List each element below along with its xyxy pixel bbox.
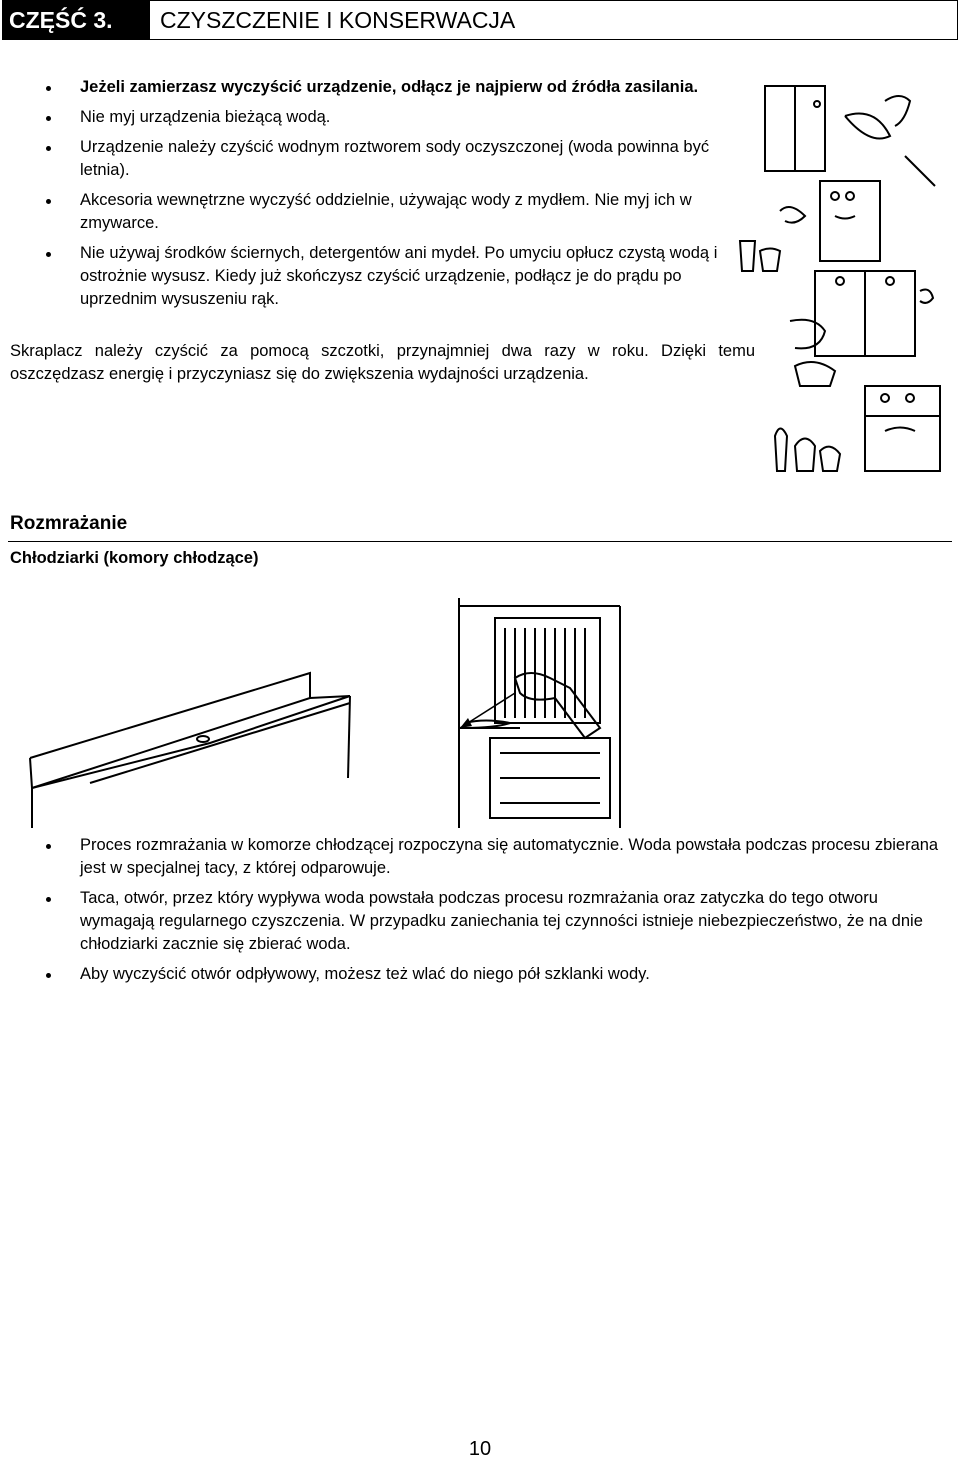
defrost-illustration	[10, 578, 655, 828]
section-number: CZĘŚĆ 3.	[3, 1, 150, 39]
list-item: Proces rozmrażania w komorze chłodzącej rozpoczyna się automatycznie. Woda powstała podczas procesu zbierana jest w specjalnej tacy, z której odparowuje.	[10, 834, 952, 880]
list-item: Taca, otwór, przez który wypływa woda powstała podczas procesu rozmrażania oraz zatyczka do tego otworu wymagają regularnego czyszczenia. W przypadku zaniechania tej czynności istnieje niebezpieczeństwo, że na dnie chłodziarki zacznie się zbierać woda.	[10, 887, 952, 956]
list-item: Aby wyczyścić otwór odpływowy, możesz też wlać do niego pół szklanki wody.	[10, 963, 952, 986]
divider	[8, 541, 952, 542]
defrost-list	[10, 834, 952, 993]
condenser-paragraph: Skraplacz należy czyścić za pomocą szczotki, przynajmniej dwa razy w roku. Dzięki temu oszczędzasz energię i przyczyniasz się do zwiększenia wydajności urządzenia.	[10, 342, 755, 383]
cleaning-illustration	[735, 76, 945, 476]
list-item: Akcesoria wewnętrzne wyczyść oddzielnie, używając wody z mydłem. Nie myj ich w zmywarce.	[10, 189, 725, 235]
page-number: 10	[468, 1438, 492, 1460]
defrost-subheading: Chłodziarki (komory chłodzące)	[10, 549, 259, 567]
section-title: CZYSZCZENIE I KONSERWACJA	[160, 6, 516, 33]
list-item: Nie myj urządzenia bieżącą wodą.	[10, 106, 725, 129]
section-header	[2, 0, 958, 40]
list-item: Urządzenie należy czyścić wodnym roztworem sody oczyszczonej (woda powinna być letnia).	[10, 136, 725, 182]
defrost-heading: Rozmrażanie	[10, 513, 128, 534]
cleaning-list	[10, 76, 725, 318]
list-item: Jeżeli zamierzasz wyczyścić urządzenie, odłącz je najpierw od źródła zasilania.	[10, 76, 725, 99]
list-item: Nie używaj środków ściernych, detergentów ani mydeł. Po umyciu opłucz czystą wodą i ostrożnie wysusz. Kiedy już skończysz czyścić urządzenie, podłącz je do prądu po uprzednim wysuszeniu rąk.	[10, 242, 725, 311]
